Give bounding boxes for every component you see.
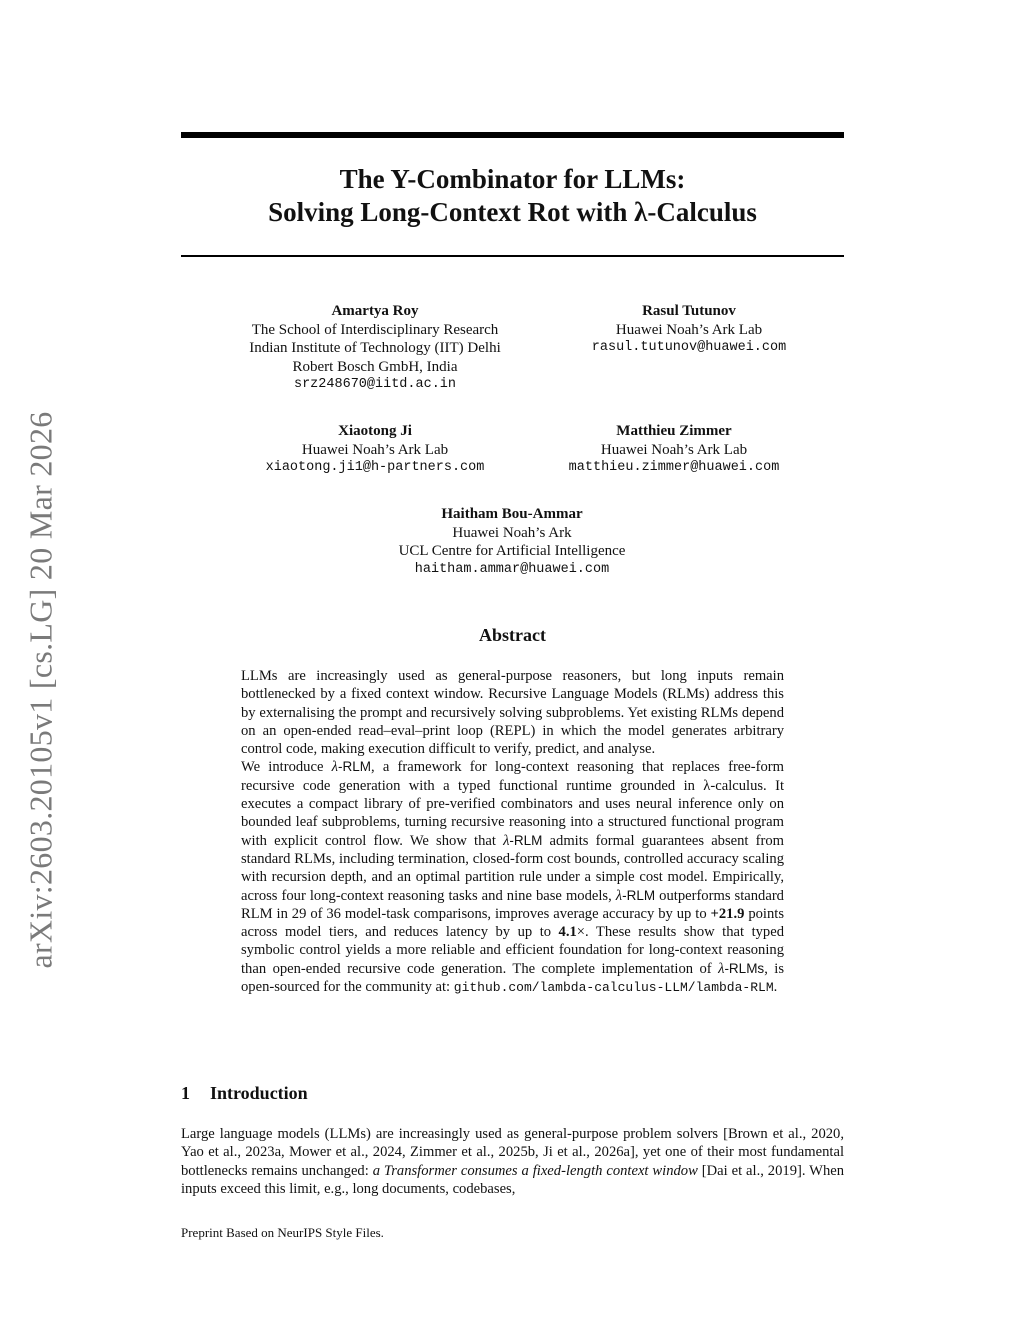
author-block-4 — [519, 422, 829, 478]
author-affiliation: Indian Institute of Technology (IIT) Delhi — [249, 340, 501, 356]
author-name: Xiaotong Ji — [338, 423, 412, 439]
introduction-body — [181, 1125, 844, 1198]
author-block-2 — [534, 302, 844, 358]
abstract-body — [241, 667, 784, 997]
author-email: srz248670@iitd.ac.in — [293, 377, 457, 392]
footnote: Preprint Based on NeurIPS Style Files. — [181, 1225, 384, 1240]
abstract-heading: Abstract — [479, 625, 546, 645]
section-heading-introduction — [181, 1083, 308, 1104]
author-name: Rasul Tutunov — [642, 303, 736, 319]
abstract-paragraph-1: LLMs are increasingly used as general-purpose reasoners, but long inputs remain bottlenecked by a fixed context window. Recursive Language Models (RLMs) address this by externalising the prompt and recursively solving subproblems. Yet existing RLMs depend on an open-ended read–eval–print loop (REPL) in which the model generates arbitrary control code, making execution difficult to verify, predict, and analyse. — [241, 668, 784, 758]
author-name: Amartya Roy — [331, 303, 419, 319]
author-block-3 — [215, 422, 535, 478]
title-top-rule — [181, 132, 844, 138]
author-affiliation: UCL Centre for Artificial Intelligence — [398, 543, 626, 559]
title-line-2: Solving Long-Context Rot with λ-Calculus — [268, 197, 757, 227]
title-line-1: The Y-Combinator for LLMs: — [339, 164, 686, 194]
title-bottom-rule — [181, 255, 844, 257]
author-name: Matthieu Zimmer — [616, 423, 732, 439]
abstract-paragraph-2: We introduce λ-RLM, a framework for long-context reasoning that replaces free-form recursive code generation with a typed functional runtime grounded in λ-calculus. It executes a compact library of pre-verified combinators and uses neural inference only on bounded leaf subproblems, turning recursive reasoning into a structured functional program with explicit control flow. We show that λ-RLM admits formal guarantees absent from standard RLMs, including termination, closed-form cost bounds, controlled accuracy scaling with recursion depth, and an optimal partition rule under a simple cost model. Empirically, across four long-context reasoning tasks and nine base models, λ-RLM outperforms standard RLM in 29 of 36 model-task comparisons, improves average accuracy by up to +21.9 points across model tiers, and reduces latency by up to 4.1×. These results show that typed symbolic control yields a more reliable and efficient foundation for long-context reasoning than open-ended recursive code generation. The complete implementation of λ-RLMs, is open-sourced for the community at: github.com/lambda-calculus-LLM/lambda-RLM. — [241, 759, 785, 996]
section-number: 1 — [181, 1083, 190, 1103]
author-email: matthieu.zimmer@huawei.com — [568, 460, 780, 475]
arxiv-id: arXiv:2603.20105v1 [cs.LG] 20 Mar 2026 — [22, 411, 59, 969]
author-email: rasul.tutunov@huawei.com — [591, 340, 787, 355]
introduction-paragraph: Large language models (LLMs) are increasingly used as general-purpose problem solvers [Brown et al., 2020, Yao et al., 2023a, Mower et al., 2024, Zimmer et al., 2025b, Ji et al., 2026a], yet one of their most fundamental bottlenecks remains unchanged: a Transformer consumes a fixed-length context window [Dai et al., 2019]. When inputs exceed this limit, e.g., long documents, codebases, — [181, 1126, 845, 1197]
section-title: Introduction — [210, 1083, 308, 1103]
author-affiliation: The School of Interdisciplinary Research — [251, 321, 499, 338]
author-name: Haitham Bou-Ammar — [441, 506, 583, 522]
author-block-1 — [215, 302, 535, 395]
author-email: haitham.ammar@huawei.com — [414, 561, 610, 577]
author-affiliation: Huawei Noah’s Ark Lab — [600, 441, 748, 458]
author-affiliation: Huawei Noah’s Ark — [452, 524, 572, 541]
author-email: xiaotong.ji1@h-partners.com — [265, 460, 485, 475]
author-affiliation: Robert Bosch GmbH, India — [292, 358, 458, 375]
author-affiliation: Huawei Noah’s Ark Lab — [301, 441, 449, 458]
author-affiliation: Huawei Noah’s Ark Lab — [615, 321, 763, 338]
author-block-5 — [362, 505, 662, 579]
paper-title — [181, 163, 844, 229]
repository-url[interactable]: github.com/lambda-calculus-LLM/lambda-RLM — [453, 980, 774, 996]
